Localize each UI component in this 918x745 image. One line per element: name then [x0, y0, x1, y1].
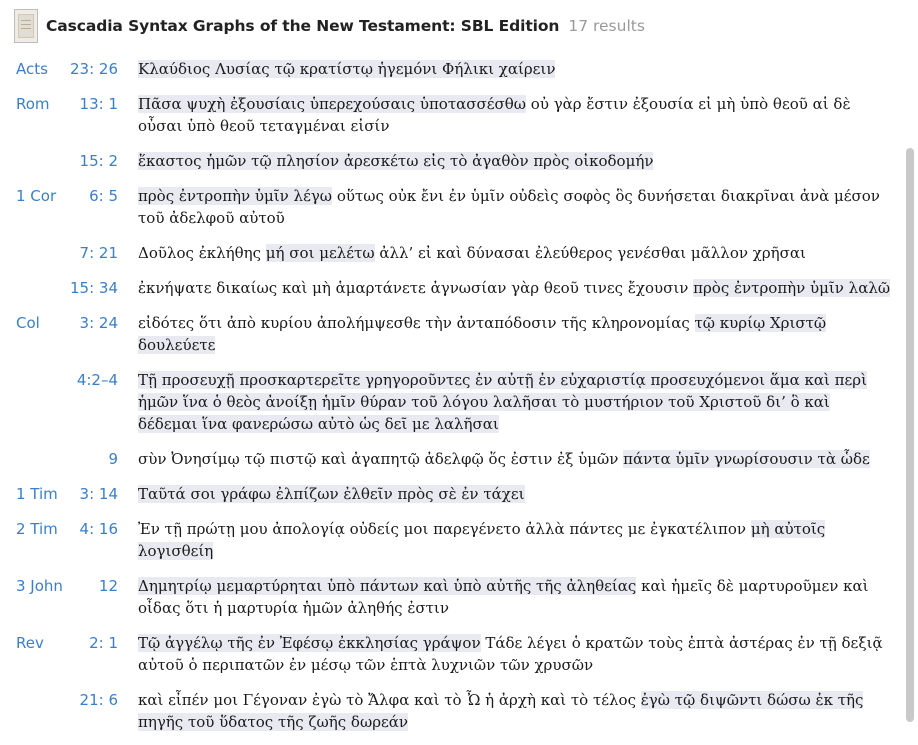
match-highlight: Τῷ ἀγγέλῳ τῆς ἐν Ἐφέσῳ ἐκκλησίας γράψον — [138, 634, 481, 652]
match-highlight: πάντα ὑμῖν γνωρίσουσιν τὰ ὧδε — [623, 450, 870, 468]
verse-text: Δημητρίῳ μεμαρτύρηται ὑπὸ πάντων καὶ ὑπὸ αὐτῆς τῆς ἀληθείας καὶ ἡμεῖς δὲ μαρτυροῦμεν καὶ οἶδας ὅτι ἡ μαρτυρία ἡμῶν ἀληθής ἐστιν — [138, 577, 869, 617]
verse-text: Δοῦλος ἐκλήθης μή σοι μελέτω ἀλλ’ εἰ καὶ δύνασαι ἐλεύθερος γενέσθαι μᾶλλον χρῆσαι — [138, 244, 806, 262]
results-list — [0, 57, 900, 745]
match-highlight: μὴ αὐτοῖς λογισθείη — [138, 520, 826, 560]
verse-text: Πᾶσα ψυχὴ ἐξουσίαις ὑπερεχούσαις ὑποτασσέσθω οὐ γὰρ ἔστιν ἐξουσία εἰ μὴ ὑπὸ θεοῦ αἱ δὲ οὖσαι ὑπὸ θεοῦ τεταγμέναι εἰσίν — [138, 95, 851, 135]
verse-text: ἐκνήψατε δικαίως καὶ μὴ ἁμαρτάνετε ἀγνωσίαν γὰρ θεοῦ τινες ἔχουσιν πρὸς ἐντροπὴν ὑμῖν λαλῶ — [138, 279, 891, 297]
verse-text: καὶ εἶπέν μοι Γέγοναν ἐγὼ τὸ Ἄλφα καὶ τὸ Ὦ ἡ ἀρχὴ καὶ τὸ τέλος ἐγὼ τῷ διψῶντι δώσω ἐκ τῆς πηγῆς τοῦ ὕδατος τῆς ζωῆς δωρεάν — [138, 691, 864, 731]
verse-reference-link[interactable]: 23: 26 — [70, 60, 118, 78]
verse-text: Τῷ ἀγγέλῳ τῆς ἐν Ἐφέσῳ ἐκκλησίας γράψον Τάδε λέγει ὁ κρατῶν τοὺς ἑπτὰ ἀστέρας ἐν τῇ δεξιᾷ αὐτοῦ ὁ περιπατῶν ἐν μέσῳ τῶν ἑπτὰ λυχνιῶν τῶν χρυσῶν — [138, 634, 883, 674]
book-link[interactable]: 1 Tim — [16, 485, 58, 503]
verse-text: εἰδότες ὅτι ἀπὸ κυρίου ἀπολήμψεσθε τὴν ἀνταπόδοσιν τῆς κληρονομίας τῷ κυρίῳ Χριστῷ δουλεύετε — [138, 314, 827, 354]
book-cover-icon — [14, 9, 38, 43]
match-highlight: πρὸς ἐντροπὴν ὑμῖν λαλῶ — [693, 279, 891, 297]
verse-text — [138, 482, 893, 505]
verse-text: Ἐν τῇ πρώτῃ μου ἀπολογίᾳ οὐδείς μοι παρεγένετο ἀλλὰ πάντες με ἐγκατέλιπον μὴ αὐτοῖς λογισθείη — [138, 520, 826, 560]
book-link[interactable]: Col — [16, 314, 40, 332]
verse-text — [138, 149, 893, 172]
book-link[interactable]: Acts — [16, 60, 48, 78]
verse-reference-link[interactable]: 3: 24 — [79, 314, 118, 332]
book-link[interactable]: 3 John — [16, 577, 63, 595]
verse-text: πρὸς ἐντροπὴν ὑμῖν λέγω οὕτως οὐκ ἔνι ἐν ὑμῖν οὐδεὶς σοφὸς ὃς δυνήσεται διακρῖναι ἀνὰ μέσον τοῦ ἀδελφοῦ αὐτοῦ — [138, 187, 880, 227]
verse-text — [138, 57, 893, 80]
book-link[interactable]: Rev — [16, 634, 44, 652]
verse-reference-link[interactable]: 15: 34 — [70, 279, 118, 297]
verse-reference-link[interactable]: 12 — [98, 577, 118, 595]
result-row — [0, 241, 900, 276]
verse-reference-link[interactable]: 3: 14 — [79, 485, 118, 503]
result-row — [0, 184, 900, 241]
book-link[interactable]: 2 Tim — [16, 520, 58, 538]
verse-reference-link[interactable]: 2: 1 — [89, 634, 118, 652]
match-highlight: πρὸς ἐντροπὴν ὑμῖν λέγω — [138, 187, 333, 205]
result-row — [0, 517, 900, 574]
match-highlight: τῷ κυρίῳ Χριστῷ δουλεύετε — [138, 314, 827, 354]
result-row — [0, 92, 900, 149]
result-row — [0, 688, 900, 745]
match-highlight: ἕκαστος ἡμῶν τῷ πλησίον ἀρεσκέτω εἰς τὸ ἀγαθὸν πρὸς οἰκοδομήν — [138, 152, 654, 170]
verse-reference-link[interactable]: 9 — [108, 450, 118, 468]
result-row — [0, 574, 900, 631]
book-link[interactable]: Rom — [16, 95, 50, 113]
verse-reference-link[interactable]: 6: 5 — [89, 187, 118, 205]
verse-reference-link[interactable]: 4:2–4 — [76, 371, 118, 389]
match-highlight: Δημητρίῳ μεμαρτύρηται ὑπὸ πάντων καὶ ὑπὸ αὐτῆς τῆς ἀληθείας — [138, 577, 637, 595]
verse-reference-link[interactable]: 7: 21 — [79, 244, 118, 262]
result-row — [0, 482, 900, 517]
result-row — [0, 57, 900, 92]
result-row — [0, 631, 900, 688]
verse-reference-link[interactable]: 4: 16 — [79, 520, 118, 538]
match-highlight: ἐγὼ τῷ διψῶντι δώσω ἐκ τῆς πηγῆς τοῦ ὕδατος τῆς ζωῆς δωρεάν — [138, 691, 864, 731]
result-row — [0, 447, 900, 482]
match-highlight: Ταῦτά σοι γράφω ἐλπίζων ἐλθεῖν πρὸς σὲ ἐν τάχει — [138, 485, 525, 503]
app-title: Cascadia Syntax Graphs of the New Testament: SBL Edition — [46, 17, 560, 35]
result-count: 17 results — [568, 17, 645, 35]
verse-reference-link[interactable]: 13: 1 — [79, 95, 118, 113]
verse-reference-link[interactable]: 15: 2 — [79, 152, 118, 170]
verse-text: σὺν Ὀνησίμῳ τῷ πιστῷ καὶ ἀγαπητῷ ἀδελφῷ ὅς ἐστιν ἐξ ὑμῶν πάντα ὑμῖν γνωρίσουσιν τὰ ὧδε — [138, 450, 870, 468]
result-row — [0, 276, 900, 311]
book-link[interactable]: 1 Cor — [16, 187, 57, 205]
vertical-scrollbar[interactable] — [906, 148, 914, 722]
match-highlight: Πᾶσα ψυχὴ ἐξουσίαις ὑπερεχούσαις ὑποτασσέσθω — [138, 95, 527, 113]
result-row — [0, 368, 900, 447]
verse-text — [138, 368, 893, 435]
app-header — [14, 8, 645, 44]
result-row — [0, 149, 900, 184]
verse-reference-link[interactable]: 21: 6 — [79, 691, 118, 709]
match-highlight: Τῇ προσευχῇ προσκαρτερεῖτε γρηγοροῦντες ἐν αὐτῇ ἐν εὐχαριστίᾳ προσευχόμενοι ἅμα καὶ περὶ ἡμῶν ἵνα ὁ θεὸς ἀνοίξῃ ἡμῖν θύραν τοῦ λόγου λαλῆσαι τὸ μυστήριον τοῦ Χριστοῦ δι’ ὃ καὶ δέδεμαι ἵνα φανερώσω αὐτὸ ὡς δεῖ με λαλῆσαι — [138, 371, 868, 433]
result-row — [0, 311, 900, 368]
match-highlight: Κλαύδιος Λυσίας τῷ κρατίστῳ ἡγεμόνι Φήλικι χαίρειν — [138, 60, 556, 78]
match-highlight: μή σοι μελέτω — [265, 244, 375, 262]
